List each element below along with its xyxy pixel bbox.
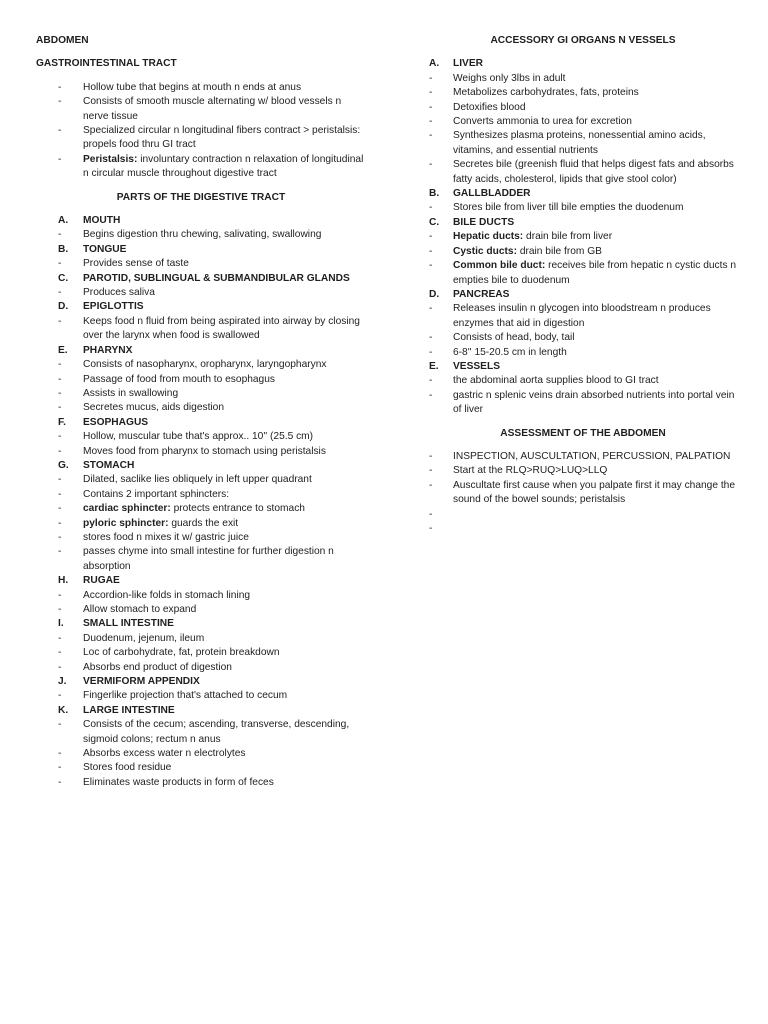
list-item: - 6-8'' 15-20.5 cm in length <box>429 346 567 358</box>
right-column <box>428 34 738 536</box>
list-item: - Converts ammonia to urea for excretion <box>429 116 632 128</box>
intro-list <box>36 81 366 182</box>
section-heading-gi-tract: GASTROINTESTINAL TRACT <box>36 58 177 70</box>
left-column <box>36 34 366 790</box>
section-gallbladder <box>428 187 738 216</box>
list-item: - Provides sense of taste <box>58 258 189 270</box>
assessment-heading: ASSESSMENT OF THE ABDOMEN <box>500 427 666 439</box>
section-title: I. SMALL INTESTINE <box>58 618 174 630</box>
list-item: - Consists of nasopharynx, oropharynx, laryngopharynx <box>58 359 327 371</box>
section-title: A. LIVER <box>429 58 484 70</box>
document-title: ABDOMEN <box>36 35 89 46</box>
list-item: - gastric n splenic veins drain absorbed nutrients into portal vein of liver <box>429 389 735 416</box>
section-title: K. LARGE INTESTINE <box>58 704 175 716</box>
list-item: - Consists of smooth muscle alternating w/ blood vessels n nerve tissue <box>58 96 342 122</box>
list-item: - Consists of the cecum; ascending, transverse, descending, sigmoid colons; rectum n anus <box>58 719 350 745</box>
list-item: - Dilated, saclike lies obliquely in left upper quadrant <box>58 474 312 486</box>
list-item: - Weighs only 3lbs in adult <box>429 72 566 84</box>
list-item: - Hollow tube that begins at mouth n ends at anus <box>58 81 302 93</box>
list-item: - Metabolizes carbohydrates, fats, proteins <box>429 87 639 99</box>
list-item: - Keeps food n fluid from being aspirated into airway by closing over the larynx when food is swallowed <box>58 315 360 342</box>
section-title: H. RUGAE <box>58 575 120 587</box>
section-vessels <box>428 360 738 418</box>
list-item: - Allow stomach to expand <box>58 604 197 615</box>
section-pancreas <box>428 288 738 360</box>
list-item: - Duodenum, jejenum, ileum <box>58 632 205 644</box>
sections-list-b <box>36 574 366 790</box>
list-item: - Begins digestion thru chewing, salivating, swallowing <box>58 229 322 241</box>
list-item: - <box>429 522 433 534</box>
list-item: - Peristalsis: involuntary contraction n relaxation of longitudinal n circular muscle throughout digestive tract <box>58 153 364 180</box>
list-item: - Eliminates waste products in form of feces <box>58 776 274 788</box>
list-item: - Contains 2 important sphincters: <box>58 488 230 500</box>
list-item: - Auscultate first cause when you palpate first it may change the sound of the bowel sounds; peristalsis <box>429 479 736 506</box>
section-title: F. ESOPHAGUS <box>58 416 149 428</box>
list-item: - Secretes mucus, aids digestion <box>58 402 224 414</box>
list-item: - Secretes bile (greenish fluid that helps digest fats and absorbs fatty acids, cholesterol, lipids that give stool color) <box>429 159 734 185</box>
section-title: E. VESSELS <box>429 360 500 372</box>
accessory-heading: ACCESSORY GI ORGANS N VESSELS <box>490 35 676 46</box>
list-item: - Absorbs end product of digestion <box>58 661 232 673</box>
list-item: - stores food n mixes it w/ gastric juice <box>58 531 249 543</box>
list-item: - cardiac sphincter: protects entrance to stomach <box>58 503 305 515</box>
list-item: - Detoxifies blood <box>429 101 526 113</box>
list-item: - Hepatic ducts: drain bile from liver <box>429 231 613 243</box>
section-title: J. VERMIFORM APPENDIX <box>58 676 200 688</box>
list-item: - Moves food from pharynx to stomach using peristalsis <box>58 445 326 457</box>
section-liver <box>428 57 738 187</box>
section-stomach <box>36 459 366 574</box>
list-item: - Produces saliva <box>58 287 155 299</box>
list-item: - Stores food residue <box>58 762 172 774</box>
list-item: - Start at the RLQ>RUQ>LUQ>LLQ <box>429 465 608 477</box>
section-title: E. PHARYNX <box>58 344 133 356</box>
list-item: - passes chyme into small intestine for further digestion n absorption <box>58 546 334 572</box>
assessment-list <box>428 450 738 536</box>
list-item: - <box>429 508 433 520</box>
section-title: D. PANCREAS <box>429 288 510 300</box>
list-item: - Passage of food from mouth to esophagus <box>58 373 275 385</box>
parts-heading: PARTS OF THE DIGESTIVE TRACT <box>116 191 286 203</box>
section-title: B. GALLBLADDER <box>429 188 531 200</box>
list-item: - pyloric sphincter: guards the exit <box>58 517 239 529</box>
section-title: B. TONGUE <box>58 243 127 255</box>
section-title: D. EPIGLOTTIS <box>58 301 144 313</box>
list-item: - Fingerlike projection that's attached to cecum <box>58 690 288 702</box>
list-item: - Stores bile from liver till bile empties the duodenum <box>429 202 684 214</box>
list-item: - INSPECTION, AUSCULTATION, PERCUSSION, PALPATION <box>429 450 731 462</box>
section-title: C. BILE DUCTS <box>429 216 515 228</box>
sections-list-a <box>36 214 366 459</box>
section-title: C. PAROTID, SUBLINGUAL & SUBMANDIBULAR GLANDS <box>58 272 350 284</box>
list-item: - Common bile duct: receives bile from hepatic n cystic ducts n empties bile to duodenum <box>429 260 737 286</box>
list-item: - Assists in swallowing <box>58 387 179 399</box>
list-item: - Cystic ducts: drain bile from GB <box>429 245 602 257</box>
list-item: - Loc of carbohydrate, fat, protein breakdown <box>58 647 280 659</box>
list-item: - the abdominal aorta supplies blood to GI tract <box>429 375 659 387</box>
list-item: - Releases insulin n glycogen into bloodstream n produces enzymes that aid in digestion <box>429 303 711 329</box>
section-title: G. STOMACH <box>58 459 135 471</box>
list-item: - Accordion-like folds in stomach lining <box>58 589 251 601</box>
section-bile-ducts <box>428 216 738 288</box>
list-item: - Synthesizes plasma proteins, nonessential amino acids, vitamins, and essential nutrients <box>429 130 706 156</box>
list-item: - Consists of head, body, tail <box>429 332 575 344</box>
list-item: - Specialized circular n longitudinal fibers contract > peristalsis: propels food thru GI tract <box>58 125 361 151</box>
section-title: A. MOUTH <box>58 215 121 227</box>
list-item: - Hollow, muscular tube that's approx.. 10'' (25.5 cm) <box>58 431 314 443</box>
list-item: - Absorbs excess water n electrolytes <box>58 748 246 760</box>
